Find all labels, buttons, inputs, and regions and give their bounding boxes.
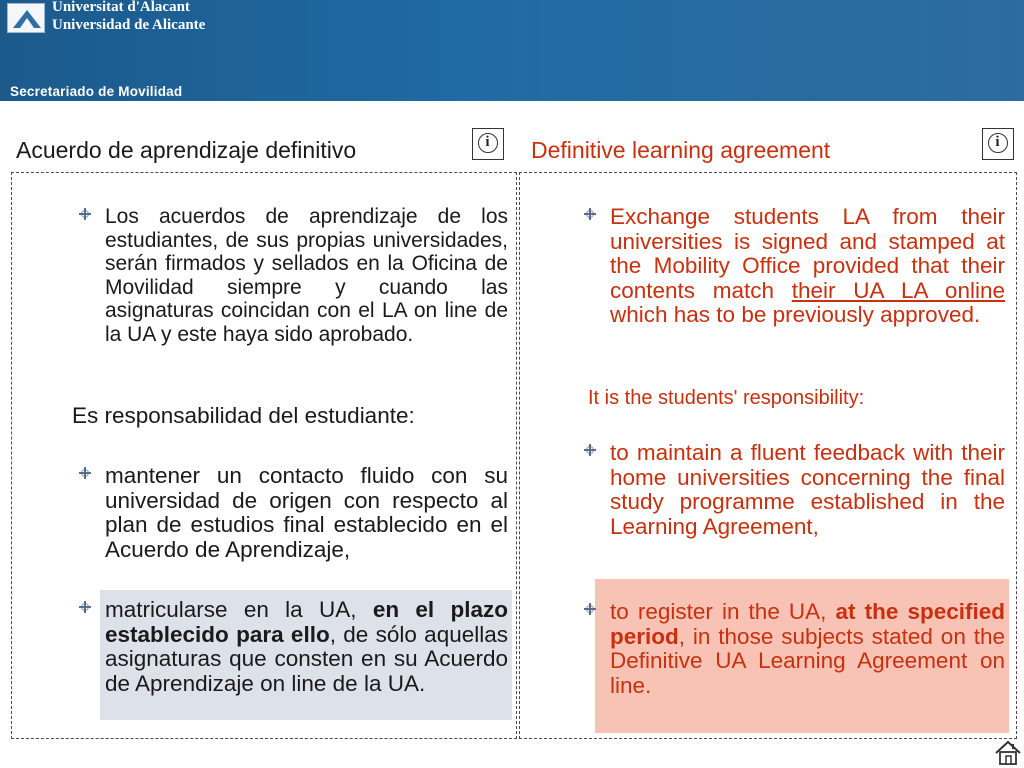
- info-icon-glyph: i: [485, 134, 490, 150]
- list-item-text: mantener un contacto fluido con su universidad de origen con respecto al plan de estudios final establecido en el Acuerdo de Aprendizaje,: [105, 463, 508, 562]
- info-icon[interactable]: [472, 128, 504, 160]
- list-item-text: to register in the UA,: [610, 599, 836, 624]
- list-item-text: matricularse en la UA,: [105, 597, 373, 622]
- list-item: [105, 205, 508, 346]
- university-name-spanish: Universidad de Alicante: [52, 17, 206, 33]
- ua-logo-icon[interactable]: [7, 3, 45, 33]
- responsibility-heading-english: It is the students' responsibility:: [588, 387, 865, 409]
- department-name: Secretariado de Movilidad: [10, 84, 183, 99]
- header-banner: [0, 0, 1024, 101]
- list-item: [610, 205, 1005, 328]
- list-item-text: to maintain a fluent feedback with their home universities concerning the final study programme established in the Learning Agreement,: [610, 440, 1005, 539]
- header-decoration: [424, 0, 1024, 101]
- ua-la-online-link[interactable]: their UA LA online: [791, 277, 1005, 303]
- list-item-text: , de sólo aquellas asignaturas que consten en su Acuerdo de Aprendizaje on line de la UA.: [105, 621, 508, 696]
- bullet-icon: [584, 208, 596, 220]
- list-item-text: Los acuerdos de aprendizaje de los estudiantes, de sus propias universidades, serán firmados y sellados en la Oficina de Movilidad siempre y cuando las asignaturas coincidan con el LA on line de la UA y este haya sido aprobado.: [105, 205, 508, 346]
- title-spanish: Acuerdo de aprendizaje definitivo: [16, 137, 357, 163]
- bullet-icon: [79, 467, 91, 479]
- list-item: [105, 598, 508, 696]
- list-item-bold-text: en el plazo establecido para ello: [105, 597, 508, 647]
- list-item: [610, 441, 1005, 539]
- list-item: [105, 464, 508, 562]
- list-item-text: , in those subjects stated on the Definitive UA Learning Agreement on line.: [610, 623, 1005, 698]
- list-item-text: Exchange students LA from their universities is signed and stamped at the Mobility Office provided that their contents match: [610, 204, 1005, 303]
- home-icon[interactable]: [994, 740, 1022, 766]
- responsibility-heading-spanish: Es responsabilidad del estudiante:: [72, 403, 415, 428]
- title-english: Definitive learning agreement: [531, 137, 831, 163]
- info-icon-glyph: i: [995, 134, 1000, 150]
- info-icon[interactable]: [982, 128, 1014, 160]
- university-name-valencian: Universitat d'Alacant: [52, 0, 190, 15]
- list-item-text: which has to be previously approved.: [610, 302, 981, 327]
- list-item: [610, 600, 1005, 698]
- bullet-icon: [584, 444, 596, 456]
- bullet-icon: [584, 603, 596, 615]
- bullet-icon: [79, 208, 91, 220]
- list-item-bold-text: at the specified period: [610, 599, 1005, 649]
- bullet-icon: [79, 601, 91, 613]
